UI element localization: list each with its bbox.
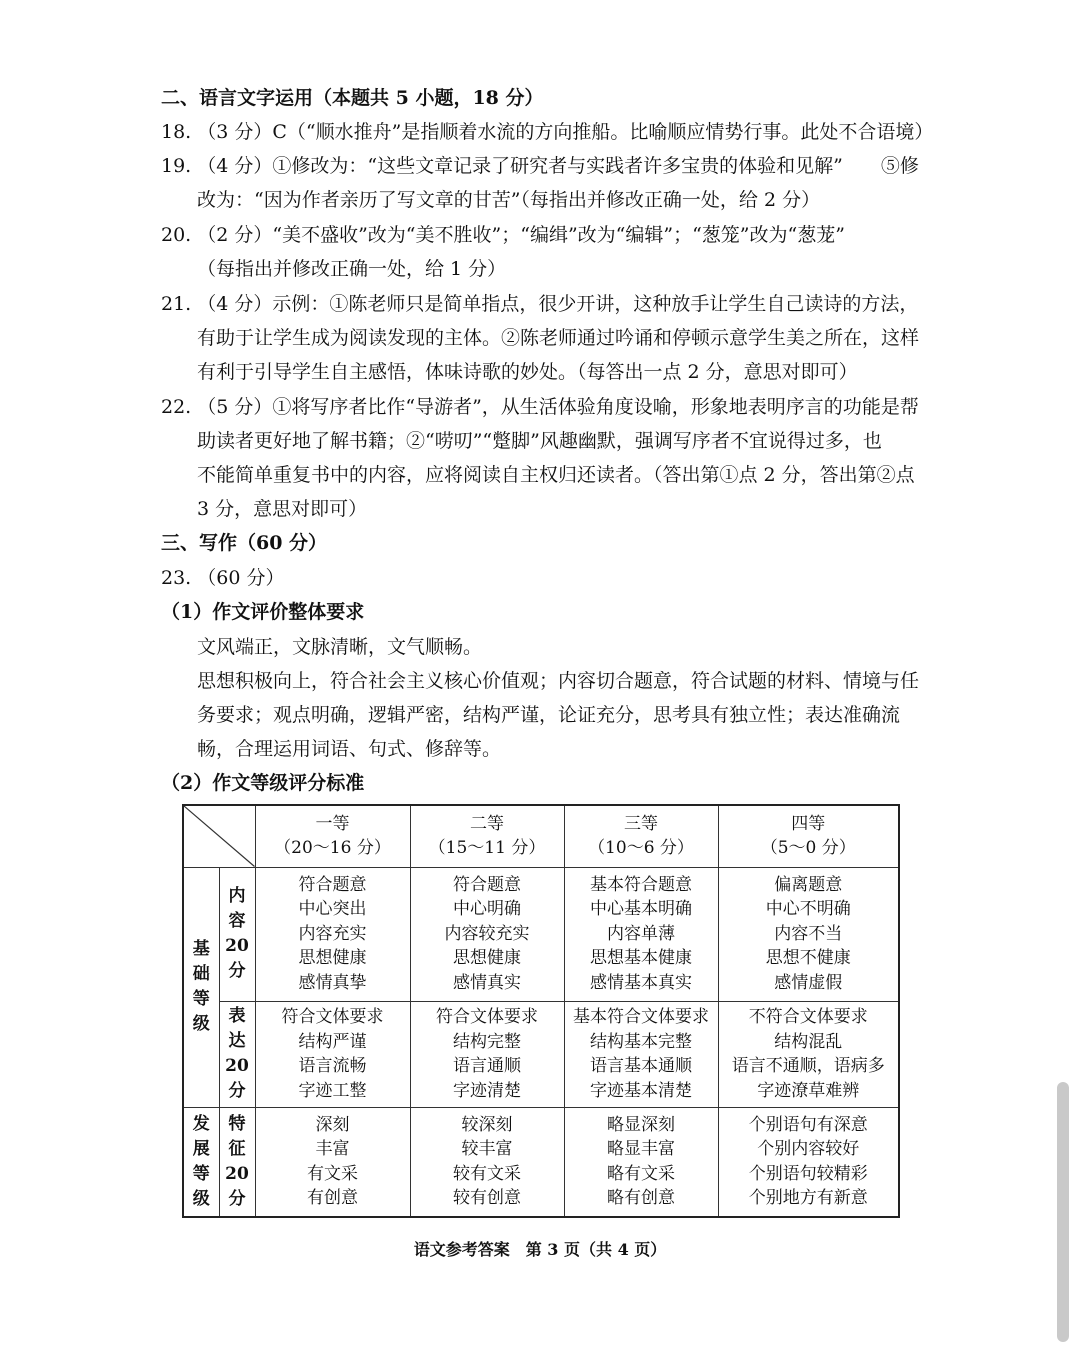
criterion: 结构基本完整 [590, 1031, 692, 1052]
expression-label [219, 1001, 255, 1107]
header-grade-4 [718, 805, 899, 867]
criterion: 感情基本真实 [590, 972, 692, 993]
page-footer: 语文参考答案 第 3 页（共 4 页） [413, 1240, 667, 1259]
grade-4-range: （5～0 分） [760, 838, 856, 859]
content-label [219, 867, 255, 1001]
criterion: 结构混乱 [774, 1031, 843, 1052]
grade-1-label: 一等 [315, 813, 350, 834]
grade-2-range: （15～11 分） [428, 838, 546, 859]
header-grade-1 [255, 805, 410, 867]
criterion: 基本符合题意 [590, 874, 692, 895]
content-cell-grade-4 [718, 867, 899, 1001]
answer-22-line1: 22. （5 分）①将写序者比作“导游者”，从生活体验角度设喻，形象地表明序言的功能是帮 [161, 396, 919, 418]
answer-21-line2: 有助于让学生成为阅读发现的主体。②陈老师通过吟诵和停顿示意学生美之所在，这样 [197, 327, 920, 349]
basic-label-char: 等 [192, 989, 210, 1009]
feature-label-char: 分 [228, 1188, 246, 1209]
feature-cell-grade-4 [718, 1107, 899, 1217]
criterion: 有文采 [307, 1163, 358, 1184]
answer-22-line2: 助读者更好地了解书籍；②“唠叨”“蹩脚”风趣幽默，强调写序者不宜说得过多，也 [197, 430, 882, 452]
requirement-line2: 思想积极向上，符合社会主义核心价值观；内容切合题意，符合试题的材料、情境与任 [197, 670, 920, 692]
criterion: 基本符合文体要求 [573, 1007, 709, 1027]
criterion: 语言不通顺，语病多 [731, 1056, 885, 1076]
section3-heading: 三、写作（60 分） [161, 532, 328, 554]
criterion: 较有创意 [453, 1188, 521, 1209]
criterion: 符合文体要求 [436, 1007, 538, 1027]
criterion: 丰富 [315, 1139, 350, 1160]
expression-cell-grade-3 [564, 1001, 718, 1107]
expression-cell-grade-4 [718, 1001, 899, 1107]
grade-3-range: （10～6 分） [588, 838, 694, 859]
criterion: 较有文采 [453, 1163, 521, 1184]
criterion: 字迹潦草难辨 [757, 1080, 860, 1101]
header-grade-3 [564, 805, 718, 867]
feature-cell-grade-1 [255, 1107, 410, 1217]
header-grade-2 [410, 805, 564, 867]
criterion: 略有文采 [607, 1163, 675, 1184]
criterion: 语言流畅 [298, 1056, 367, 1076]
diagonal-line [184, 806, 255, 867]
criterion: 较丰富 [461, 1139, 513, 1160]
criterion: 符合文体要求 [281, 1007, 384, 1027]
dev-label-char: 发 [192, 1113, 210, 1134]
criterion: 个别语句较精彩 [748, 1163, 868, 1184]
criterion: 个别地方有新意 [748, 1188, 868, 1209]
criterion: 中心基本明确 [590, 899, 692, 920]
requirement-line3: 务要求；观点明确，逻辑严密，结构严谨，论证充分，思考具有独立性；表达准确流 [197, 704, 901, 726]
requirement-line1: 文风端正，文脉清晰，文气顺畅。 [197, 636, 483, 658]
criterion: 偏离题意 [774, 874, 843, 895]
criterion: 不符合文体要求 [748, 1007, 868, 1027]
criterion: 内容较充实 [444, 923, 530, 944]
criterion: 符合题意 [298, 874, 367, 895]
answer-20-line2: （每指出并修改正确一处，给 1 分） [197, 258, 507, 280]
answer-22-line4: 3 分，意思对即可） [197, 498, 368, 520]
answer-20-line1: 20. （2 分）“美不盛收”改为“美不胜收”；“编缉”改为“编辑”；“葱笼”改为“葱茏” [161, 224, 845, 246]
content-cell-grade-3 [564, 867, 718, 1001]
subsection1-title: （1）作文评价整体要求 [161, 601, 365, 623]
criterion: 语言基本通顺 [590, 1056, 692, 1076]
basic-level-label [183, 867, 219, 1107]
criterion: 内容单薄 [607, 923, 675, 944]
feature-label-char: 征 [228, 1138, 246, 1159]
expression-label-char: 达 [228, 1031, 246, 1051]
grade-1-range: （20～16 分） [274, 838, 391, 859]
grade-4-label: 四等 [791, 813, 826, 834]
criterion: 思想基本健康 [590, 948, 692, 969]
section2-heading: 二、语言文字运用（本题共 5 小题，18 分） [161, 87, 544, 109]
diagonal-corner-cell [183, 805, 255, 867]
dev-label-char: 级 [192, 1188, 210, 1209]
answer-23: 23. （60 分） [161, 567, 285, 589]
criterion: 内容不当 [774, 923, 843, 944]
development-level-label [183, 1107, 219, 1217]
criterion: 感情真挚 [298, 972, 367, 993]
criterion: 语言通顺 [453, 1056, 521, 1076]
answer-21-line3: 有利于引导学生自主感悟，体味诗歌的妙处。（每答出一点 2 分，意思对即可） [197, 361, 858, 383]
feature-cell-grade-2 [410, 1107, 564, 1217]
criterion: 思想健康 [298, 948, 367, 969]
basic-label-char: 基 [192, 939, 210, 959]
criterion: 思想不健康 [765, 948, 851, 969]
table-row-feature [183, 1107, 899, 1217]
criterion: 字迹基本清楚 [590, 1080, 692, 1101]
criterion: 有创意 [307, 1188, 358, 1209]
table-header-row [183, 805, 899, 867]
grading-table [182, 804, 900, 1218]
answer-18: 18. （3 分）C（“顺水推舟”是指顺着水流的方向推船。比喻顺应情势行事。此处不合语境） [161, 121, 934, 143]
content-label-char: 容 [228, 911, 246, 931]
dev-label-char: 展 [192, 1138, 210, 1159]
subsection2-title: （2）作文等级评分标准 [161, 772, 365, 794]
criterion: 字迹清楚 [453, 1080, 521, 1101]
criterion: 中心不明确 [765, 899, 851, 920]
content-label-char: 分 [228, 961, 246, 981]
grade-2-label: 二等 [470, 813, 504, 834]
table-row-expression [183, 1001, 899, 1107]
answer-19-line2: 改为：“因为作者亲历了写文章的甘苦”（每指出并修改正确一处，给 2 分） [197, 189, 821, 211]
criterion: 略显丰富 [607, 1139, 675, 1160]
criterion: 略有创意 [607, 1188, 675, 1209]
table-row-content [183, 867, 899, 1001]
criterion: 符合题意 [453, 874, 521, 895]
criterion: 个别内容较好 [757, 1139, 860, 1160]
feature-cell-grade-3 [564, 1107, 718, 1217]
content-label-char: 内 [228, 886, 246, 906]
grade-3-label: 三等 [624, 813, 658, 834]
feature-label-char: 特 [228, 1113, 246, 1134]
criterion: 字迹工整 [298, 1080, 367, 1101]
vertical-scrollbar[interactable] [1057, 1082, 1069, 1342]
expression-label-char: 20 [225, 1056, 249, 1076]
criterion: 结构严谨 [298, 1031, 367, 1052]
answer-19-line1: 19. （4 分）①修改为：“这些文章记录了研究者与实践者许多宝贵的体验和见解” ⑤修 [161, 155, 919, 177]
feature-label-char: 20 [225, 1163, 249, 1184]
criterion: 略显深刻 [607, 1114, 675, 1135]
expression-label-char: 分 [228, 1081, 246, 1101]
expression-label-char: 表 [228, 1006, 246, 1026]
criterion: 内容充实 [298, 923, 367, 944]
criterion: 中心突出 [298, 899, 367, 920]
expression-cell-grade-2 [410, 1001, 564, 1107]
answer-21-line1: 21. （4 分）示例：①陈老师只是简单指点，很少开讲，这种放手让学生自己读诗的方法， [161, 293, 919, 315]
content-cell-grade-1 [255, 867, 410, 1001]
basic-label-char: 级 [192, 1014, 210, 1034]
feature-label [219, 1107, 255, 1217]
basic-label-char: 础 [192, 964, 210, 984]
criterion: 较深刻 [461, 1114, 513, 1135]
criterion: 个别语句有深意 [748, 1114, 868, 1135]
content-label-char: 20 [225, 936, 249, 956]
expression-cell-grade-1 [255, 1001, 410, 1107]
content-cell-grade-2 [410, 867, 564, 1001]
requirement-line4: 畅，合理运用词语、句式、修辞等。 [197, 738, 502, 760]
criterion: 深刻 [315, 1114, 350, 1135]
criterion: 感情真实 [453, 972, 521, 993]
criterion: 结构完整 [453, 1031, 521, 1052]
answer-22-line3: 不能简单重复书中的内容，应将阅读自主权归还读者。（答出第①点 2 分，答出第②点 [197, 464, 915, 486]
criterion: 中心明确 [453, 899, 521, 920]
dev-label-char: 等 [192, 1163, 210, 1184]
criterion: 思想健康 [453, 948, 521, 969]
criterion: 感情虚假 [774, 972, 843, 993]
